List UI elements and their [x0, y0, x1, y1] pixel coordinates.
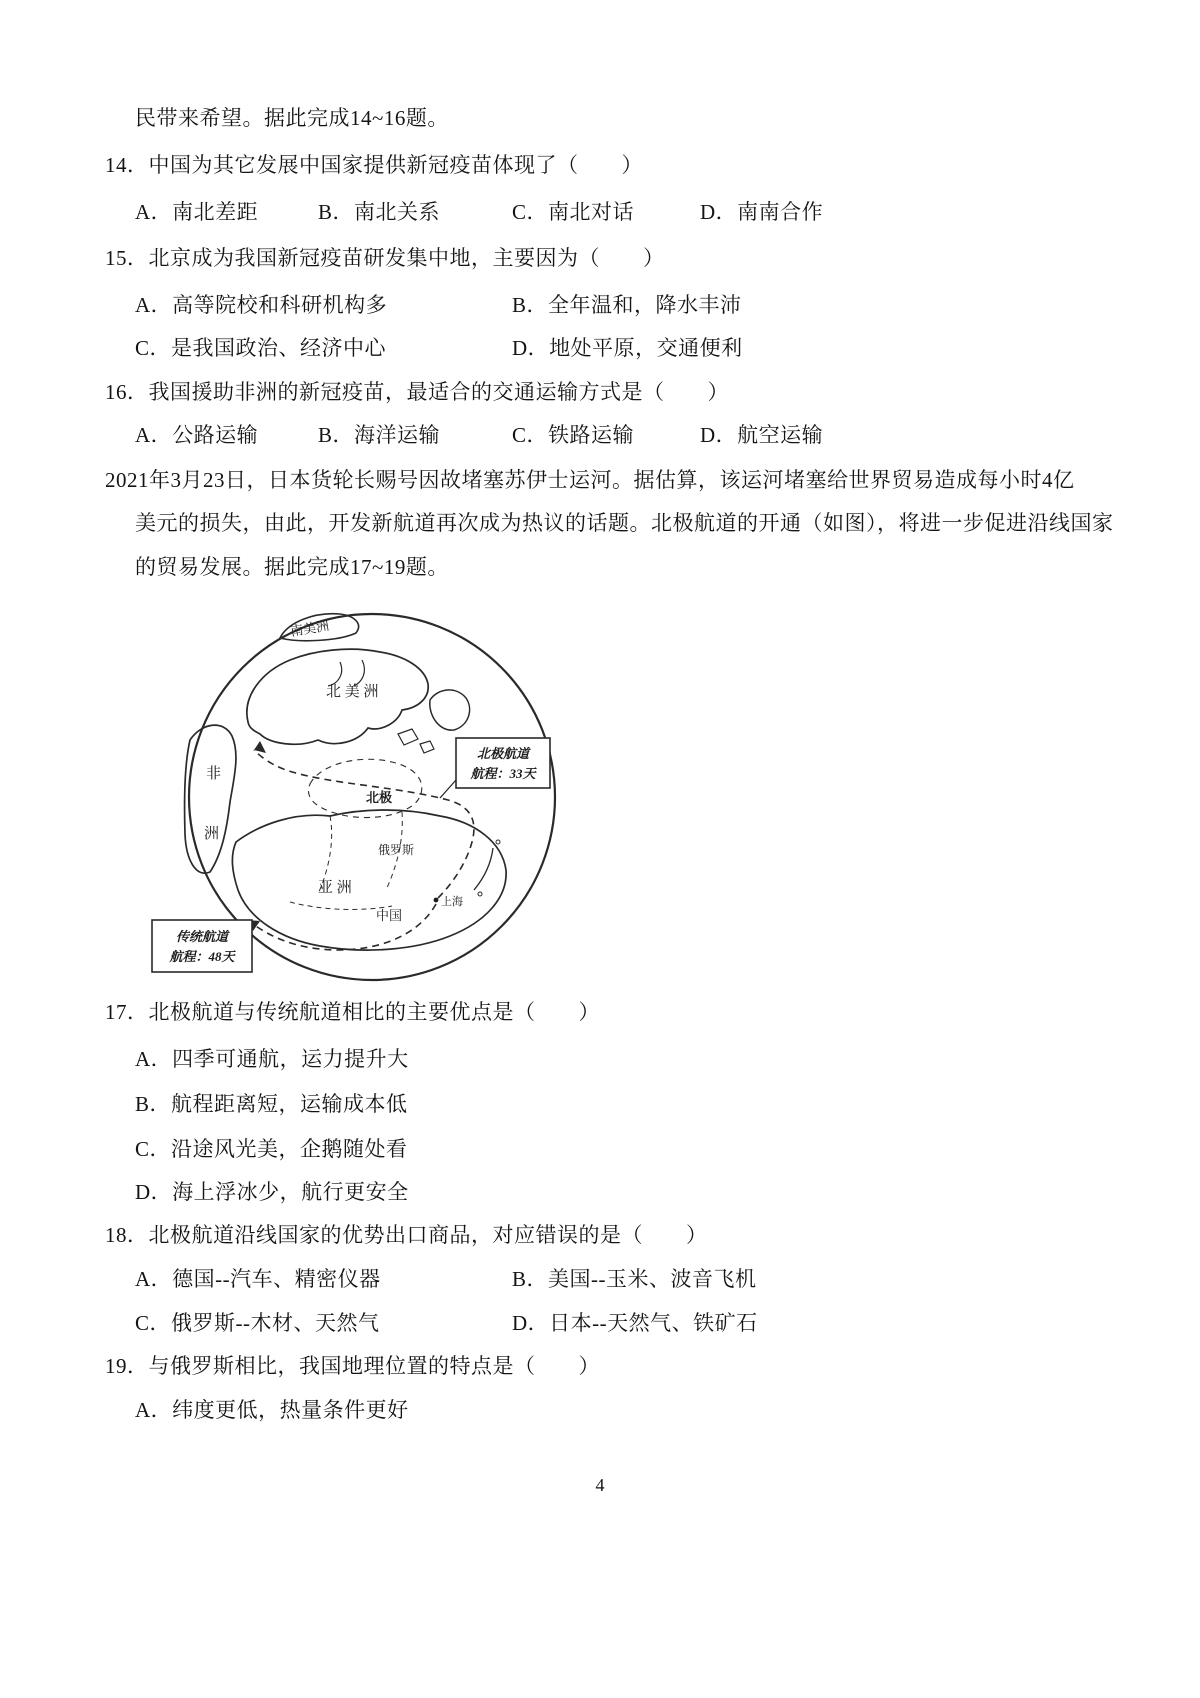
- traditional-route-callout-box: [152, 920, 252, 972]
- question-18-stem: 18．北极航道沿线国家的优势出口商品，对应错误的是（ ）: [105, 1223, 708, 1247]
- question-18-option-d: D．日本--天然气、铁矿石: [512, 1311, 758, 1335]
- africa-label-bottom: 洲: [204, 826, 220, 842]
- question-16-option-d: D．航空运输: [700, 423, 824, 447]
- question-15-option-d: D．地处平原，交通便利: [512, 336, 743, 360]
- question-14-option-b: B．南北关系: [318, 200, 441, 224]
- question-17-stem: 17．北极航道与传统航道相比的主要优点是（ ）: [105, 1000, 600, 1024]
- page-number: 4: [595, 1475, 605, 1495]
- coastline-detail-1: [354, 660, 364, 686]
- arctic-route-callout-leader: [440, 780, 456, 798]
- polar-map-figure: [130, 602, 590, 994]
- arctic-route-callout-line2: 航程：33天: [470, 766, 536, 781]
- arctic-island-1: [398, 729, 418, 745]
- arctic-ice-edge: [308, 759, 421, 817]
- question-16-stem: 16．我国援助非洲的新冠疫苗，最适合的交通运输方式是（ ）: [105, 380, 729, 404]
- question-16-option-b: B．海洋运输: [318, 423, 441, 447]
- passage-line-2: 美元的损失，由此，开发新航道再次成为热议的话题。北极航道的开通（如图），将进一步促进沿线国家: [135, 511, 1114, 535]
- traditional-route-callout-line1: 传统航道: [175, 929, 229, 944]
- question-14-option-a: A．南北差距: [135, 200, 259, 224]
- question-18-option-c: C．俄罗斯--木材、天然气: [135, 1311, 380, 1335]
- hudson-bay-line: [328, 662, 342, 686]
- question-17-option-c: C．沿途风光美，企鹅随处看: [135, 1137, 408, 1161]
- south-america-label: 南美洲: [289, 617, 331, 639]
- island-dot-1: [496, 840, 500, 844]
- traditional-route-callout-line2: 航程：48天: [169, 949, 235, 964]
- question-17-option-b: B．航程距离短，运输成本低: [135, 1092, 408, 1116]
- arctic-label: 北极: [366, 790, 393, 805]
- greenland-shape: [430, 690, 470, 730]
- arctic-route-line: [254, 750, 474, 898]
- africa-label-top: 非: [206, 766, 222, 782]
- question-15-option-a: A．高等院校和科研机构多: [135, 293, 388, 317]
- passage-line-3: 的贸易发展。据此完成17~19题。: [135, 555, 449, 579]
- island-dot-2: [478, 892, 482, 896]
- question-15-option-c: C．是我国政治、经济中心: [135, 336, 387, 360]
- arctic-route-callout-line1: 北极航道: [476, 746, 530, 761]
- question-16-option-a: A．公路运输: [135, 423, 259, 447]
- asia-label: 亚 洲: [318, 880, 352, 896]
- question-17-option-d: D．海上浮冰少，航行更安全: [135, 1180, 409, 1204]
- shanghai-label: 上海: [441, 896, 463, 908]
- arctic-route-arrow: [254, 741, 266, 753]
- africa-shape: [185, 725, 236, 873]
- shanghai-dot: [434, 898, 439, 903]
- question-18-option-a: A．德国--汽车、精密仪器: [135, 1267, 381, 1291]
- japan-arc: [474, 848, 493, 890]
- question-15-option-b: B．全年温和，降水丰沛: [512, 293, 742, 317]
- passage-line-1: 2021年3月23日，日本货轮长赐号因故堵塞苏伊士运河。据估算，该运河堵塞给世界贸易造成每小时4亿: [105, 468, 1075, 492]
- question-14-option-d: D．南南合作: [700, 200, 824, 224]
- russia-label: 俄罗斯: [378, 843, 415, 857]
- north-america-label: 北 美 洲: [326, 684, 379, 700]
- question-18-option-b: B．美国--玉米、波音飞机: [512, 1267, 757, 1291]
- question-15-stem: 15．北京成为我国新冠疫苗研发集中地，主要因为（ ）: [105, 246, 665, 270]
- arctic-island-2: [420, 741, 434, 753]
- question-19-option-a: A．纬度更低，热量条件更好: [135, 1398, 409, 1422]
- traditional-route-line: [248, 904, 436, 950]
- question-16-option-c: C．铁路运输: [512, 423, 635, 447]
- question-17-option-a: A．四季可通航，运力提升大: [135, 1047, 409, 1071]
- question-19-stem: 19．与俄罗斯相比，我国地理位置的特点是（ ）: [105, 1354, 600, 1378]
- polar-map-svg: [130, 602, 590, 994]
- china-label: 中国: [376, 908, 403, 923]
- eurasia-shape: [232, 810, 506, 950]
- question-14-stem: 14．中国为其它发展中国家提供新冠疫苗体现了（ ）: [105, 153, 643, 177]
- leading-line: 民带来希望。据此完成14~16题。: [135, 106, 449, 130]
- question-14-option-c: C．南北对话: [512, 200, 635, 224]
